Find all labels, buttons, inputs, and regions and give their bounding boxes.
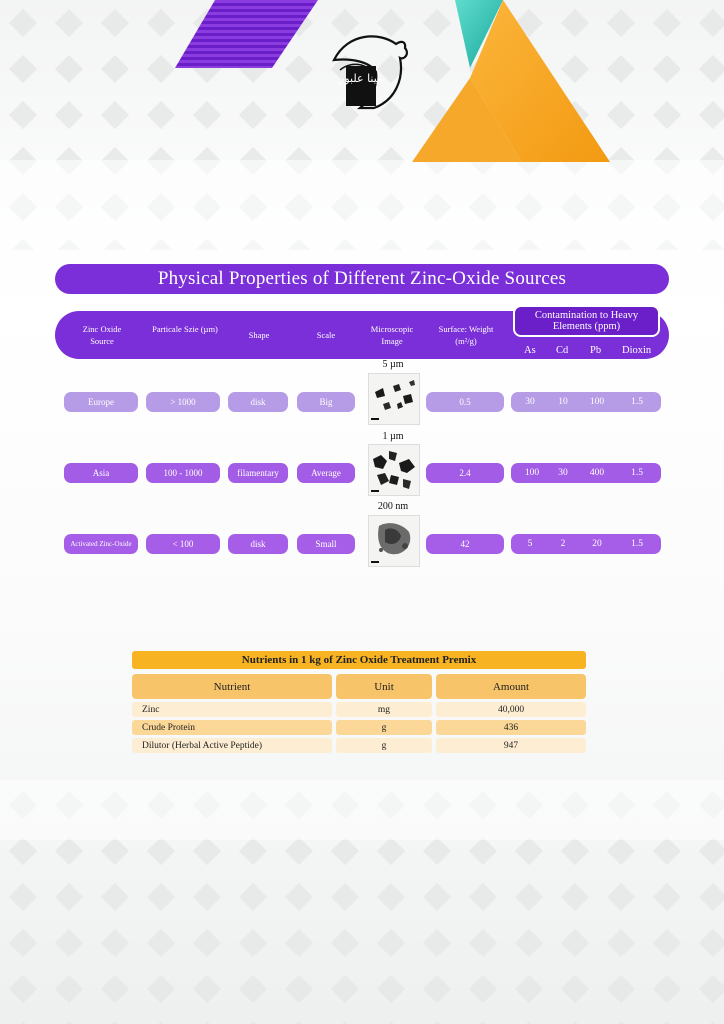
- row-europe-contamination: [511, 392, 661, 412]
- row-europe-shape: disk: [228, 392, 288, 412]
- row-asia-surface: 2.4: [426, 463, 504, 483]
- row-asia-particle-size: 100 - 1000: [146, 463, 220, 483]
- row-activated-surface: 42: [426, 534, 504, 554]
- header-cd: Cd: [556, 345, 569, 356]
- header-surface: Surface: Weight (m²/g): [438, 324, 494, 346]
- row-asia-scale: Average: [297, 463, 355, 483]
- row-activated-particle-size: < 100: [146, 534, 220, 554]
- row-europe-cd: 10: [558, 397, 568, 407]
- nutrients-header-unit: Unit: [336, 674, 432, 699]
- header-contamination: [513, 305, 660, 337]
- header-pb: Pb: [590, 345, 602, 356]
- nutrient-row-1-name: Zinc: [132, 702, 332, 717]
- row-europe-scale: Big: [297, 392, 355, 412]
- row-europe-dioxin: 1.5: [631, 397, 643, 407]
- row-activated-as: 5: [527, 539, 533, 549]
- contamination-label: Contamination to Heavy Elements (ppm): [534, 310, 639, 332]
- header-dioxin: Dioxin: [622, 345, 652, 356]
- nutrient-row-3-name: Dilutor (Herbal Active Peptide): [132, 738, 332, 753]
- nutrient-row-3-unit: g: [336, 738, 432, 753]
- nutrient-row-1-unit: mg: [336, 702, 432, 717]
- row-europe-as: 30: [525, 397, 535, 407]
- row-asia-pb: 400: [589, 468, 605, 478]
- header-as: As: [524, 345, 536, 356]
- row-activated-pb: 20: [592, 539, 602, 549]
- header-shape: Shape: [248, 330, 270, 340]
- microscopic-image-europe: [368, 373, 420, 425]
- nutrient-row-3-amount: 947: [436, 738, 586, 753]
- microscopic-image-activated: [368, 515, 420, 567]
- row-europe-pb: 100: [589, 397, 605, 407]
- logo-text: مینا علبور: [339, 72, 383, 85]
- row-asia-shape: filamentary: [228, 463, 288, 483]
- microscopic-image-asia: [368, 444, 420, 496]
- row-activated-cd: 2: [560, 539, 566, 549]
- row-activated-contamination: [511, 534, 661, 554]
- row-asia-contamination: [511, 463, 661, 483]
- row-activated-scale: Small: [297, 534, 355, 554]
- nutrient-row-2-name: Crude Protein: [132, 720, 332, 735]
- row-asia-source: Asia: [64, 463, 138, 483]
- row-europe-particle-size: > 1000: [146, 392, 220, 412]
- row-europe-source: Europe: [64, 392, 138, 412]
- row-europe-image-scale: 5 µm: [382, 359, 404, 370]
- page-title: Physical Properties of Different Zinc-Oxide Sources: [55, 264, 669, 294]
- nutrients-header-amount: Amount: [436, 674, 586, 699]
- rooster-icon: [330, 30, 410, 112]
- row-activated-dioxin: 1.5: [631, 539, 643, 549]
- nutrient-row-2-unit: g: [336, 720, 432, 735]
- row-asia-dioxin: 1.5: [631, 468, 643, 478]
- nutrients-header-nutrient: Nutrient: [132, 674, 332, 699]
- header-microscopic: Microscopic Image: [370, 324, 414, 346]
- nutrient-row-2-amount: 436: [436, 720, 586, 735]
- nutrient-row-1-amount: 40,000: [436, 702, 586, 717]
- row-europe-surface: 0.5: [426, 392, 504, 412]
- row-activated-source: Activated Zinc-Oxide: [64, 534, 138, 554]
- row-activated-image-scale: 200 nm: [377, 501, 409, 512]
- header-source: Zinc Oxide Source: [82, 324, 122, 346]
- row-activated-shape: disk: [228, 534, 288, 554]
- row-asia-as: 100: [524, 468, 540, 478]
- row-asia-image-scale: 1 µm: [382, 431, 404, 442]
- nutrients-title: Nutrients in 1 kg of Zinc Oxide Treatment Premix: [132, 651, 586, 669]
- header-particle-size: Particale Szie (µm): [152, 324, 218, 334]
- header-scale: Scale: [316, 330, 336, 340]
- row-asia-cd: 30: [558, 468, 568, 478]
